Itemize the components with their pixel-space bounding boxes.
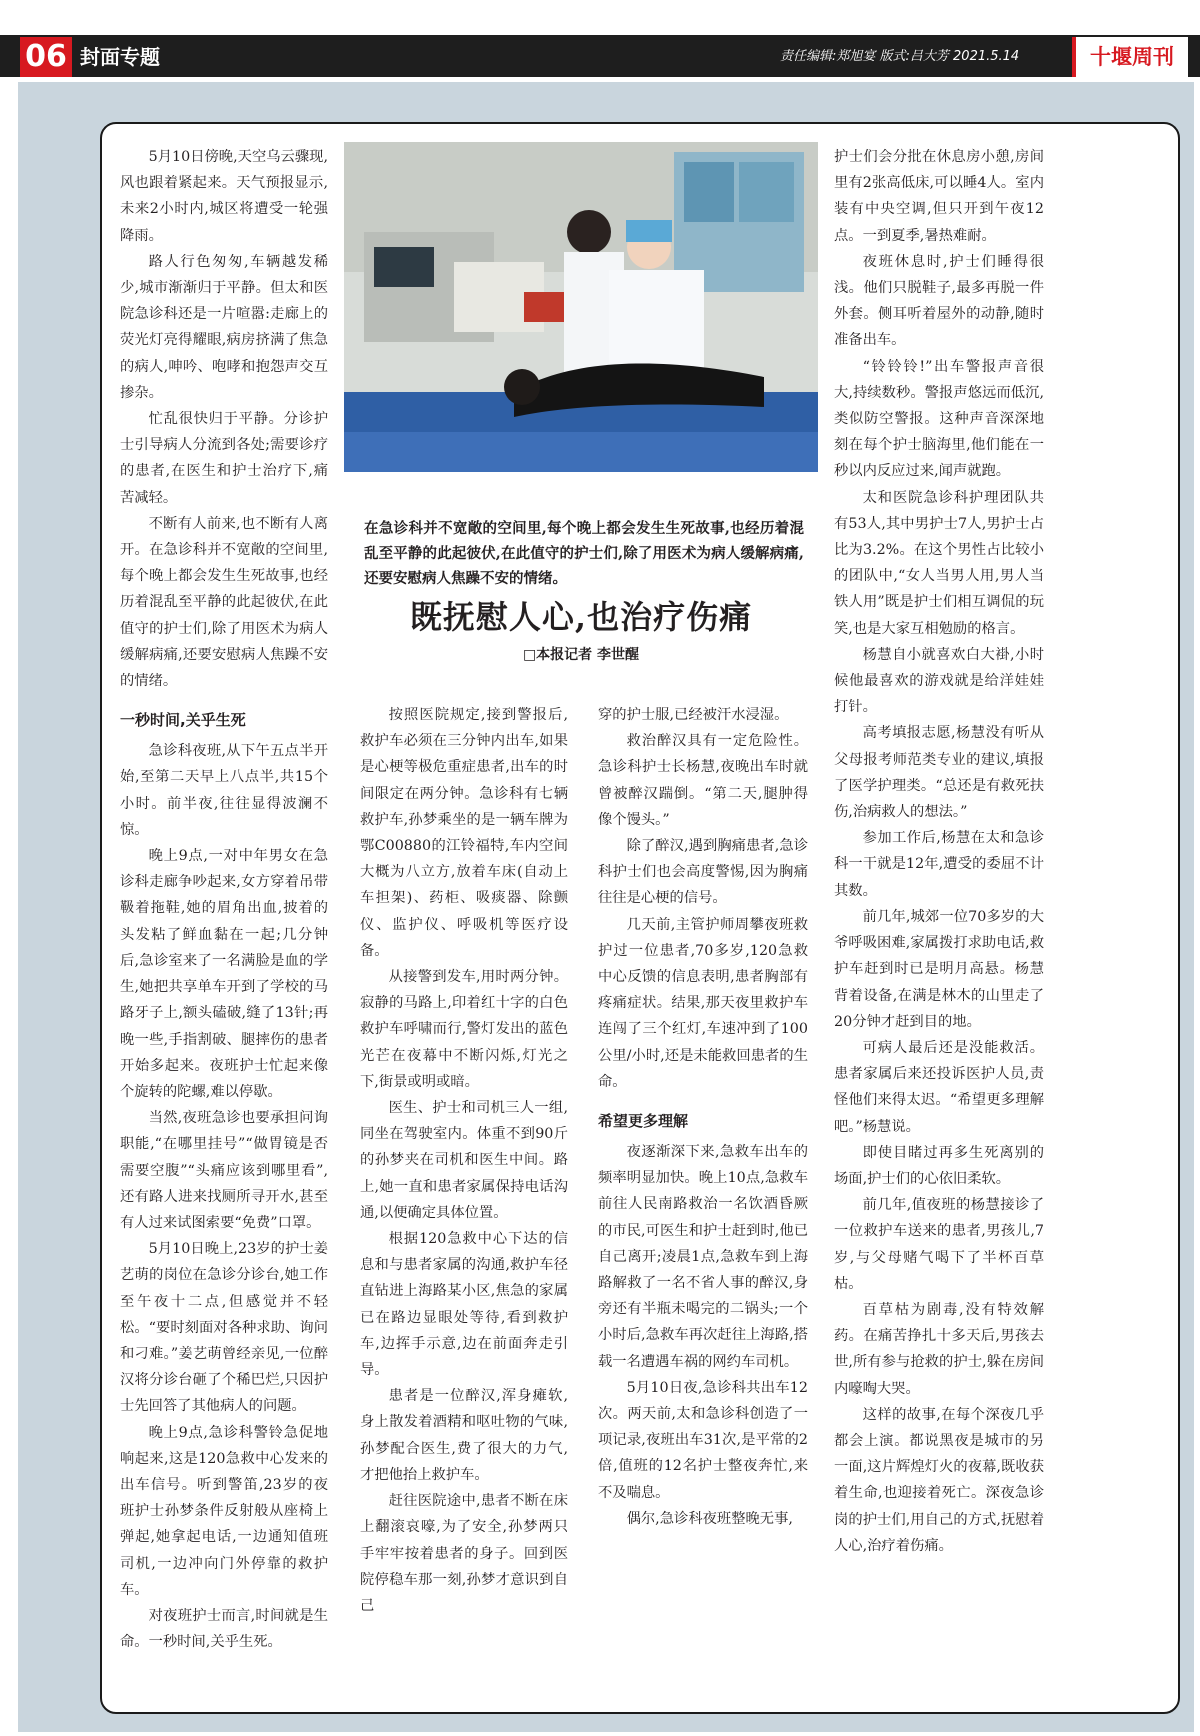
paragraph: 晚上9点,急诊科警铃急促地响起来,这是120急救中心发来的出车信号。听到警笛,23岁的夜班护士孙梦条件反射般从座椅上弹起,她拿起电话,一边通知值班司机,一边冲向门外停靠的救护车。 [120,1424,328,1598]
paragraph: 穿的护士服,已经被汗水浸湿。 [598,707,789,723]
paragraph: 5月10日傍晚,天空乌云骤现,风也跟着紧起来。天气预报显示,未来2小时内,城区将遭受一轮强降雨。 [120,149,328,244]
paragraph: 不断有人前来,也不断有人离开。在急诊科并不宽敞的空间里,每个晚上都会发生生死故事,也经历着混乱至平静的此起彼伏,在此值守的护士们,除了用医术为病人缓解病痛,还要安慰病人焦躁不安的情绪。 [120,515,328,690]
article-column-2 [360,702,568,1619]
section-heading: 希望更多理解 [598,1112,689,1131]
paragraph: 百草枯为剧毒,没有特效解药。在痛苦挣扎十多天后,男孩去世,所有参与抢救的护士,躲在房间内嚎啕大哭。 [834,1301,1044,1397]
editor-credits: 责任编辑:郑旭宴 版式:吕大芳 2021.5.14 [780,49,1020,64]
paragraph: “铃铃铃!”出车警报声音很大,持续数秒。警报声悠远而低沉,类似防空警报。这种声音深深地刻在每个护士脑海里,他们能在一秒以内反应过来,闻声就跑。 [834,358,1044,480]
section-label: 封面专题 [80,45,160,69]
paragraph: 杨慧自小就喜欢白大褂,小时候他最喜欢的游戏就是给洋娃娃打针。 [834,646,1044,716]
article-byline: □本报记者 李世醒 [522,647,640,663]
paragraph: 根据120急救中心下达的信息和与患者家属的沟通,救护车径直钻进上海路某小区,焦急的家属已在路边显眼处等待,看到救护车,边挥手示意,边在前面奔走引导。 [360,1231,568,1379]
paragraph: 对夜班护士而言,时间就是生命。一秒时间,关乎生死。 [120,1607,328,1651]
paragraph: 几天前,主管护师周攀夜班救护过一位患者,70多岁,120急救中心反馈的信息表明,患者胸部有疼痛症状。结果,那天夜里救护车连闯了三个红灯,车速冲到了100公里/小时,还是未能救回患者的生命。 [598,916,808,1090]
paragraph: 急诊科夜班,从下午五点半开始,至第二天早上八点半,共15个小时。前半夜,往往显得波澜不惊。 [120,743,328,838]
paragraph: 路人行色匆匆,车辆越发稀少,城市渐渐归于平静。但太和医院急诊科还是一片喧嚣:走廊上的荧光灯亮得耀眼,病房挤满了焦急的病人,呻吟、咆哮和抱怨声交互掺杂。 [120,253,328,401]
paragraph: 除了醉汉,遇到胸痛患者,急诊科护士们也会高度警惕,因为胸痛往往是心梗的信号。 [598,838,808,907]
paragraph: 赶往医院途中,患者不断在床上翻滚哀嚎,为了安全,孙梦两只手牢牢按着患者的身子。回到医院停稳车那一刻,孙梦才意识到自己 [360,1493,568,1614]
paragraph: 太和医院急诊科护理团队共有53人,其中男护士7人,男护士占比为3.2%。在这个男性占比较小的团队中,“女人当男人用,男人当铁人用”既是护士们相互调侃的玩笑,也是大家互相勉励的格言。 [834,489,1044,637]
paragraph: 护士们会分批在休息房小憩,房间里有2张高低床,可以睡4人。室内装有中央空调,但只开到午夜12点。一到夏季,暑热难耐。 [834,149,1044,244]
paragraph: 高考填报志愿,杨慧没有听从父母报考师范类专业的建议,填报了医学护理类。“总还是有救死扶伤,治病救人的想法。” [834,725,1044,821]
paragraph: 5月10日晚上,23岁的护士姜艺萌的岗位在急诊分诊台,她工作至午夜十二点,但感觉并不轻松。“要时刻面对各种求助、询问和刁难。”姜艺萌曾经亲见,一位醉汉将分诊台砸了个稀巴烂,只因护士先回答了其他病人的问题。 [120,1241,328,1415]
hospital-photo [344,142,818,472]
paragraph: 夜班休息时,护士们睡得很浅。他们只脱鞋子,最多再脱一件外套。侧耳听着屋外的动静,随时准备出车。 [834,253,1044,349]
header-bar [0,35,1200,77]
article-lead: 在急诊科并不宽敞的空间里,每个晚上都会发生生死故事,也经历着混乱至平静的此起彼伏,在此值守的护士们,除了用医术为病人缓解病痛,还要安慰病人焦躁不安的情绪。 [364,520,804,587]
paragraph: 从接警到发车,用时两分钟。寂静的马路上,印着红十字的白色救护车呼啸而行,警灯发出的蓝色光芒在夜幕中不断闪烁,灯光之下,街景或明或暗。 [360,969,568,1090]
publication-brand: 十堰周刊 [1072,37,1188,77]
section-heading: 一秒时间,关乎生死 [120,711,246,730]
paragraph: 患者是一位醉汉,浑身瘫软,身上散发着酒精和呕吐物的气味,孙梦配合医生,费了很大的力气,才把他抬上救护车。 [360,1388,568,1483]
paragraph: 参加工作后,杨慧在太和急诊科一干就是12年,遭受的委屈不计其数。 [834,830,1044,899]
article-frame [100,122,1180,1714]
article-column-3 [598,702,808,1532]
paragraph: 5月10日夜,急诊科共出车12次。两天前,太和急诊科创造了一项记录,夜班出车31次,是平常的2倍,值班的12名护士整夜奔忙,来不及喘息。 [598,1379,808,1501]
article-title: 既抚慰人心,也治疗伤痛 [409,598,753,636]
paragraph: 前几年,值夜班的杨慧接诊了一位救护车送来的患者,男孩儿,7岁,与父母赌气喝下了半杯百草枯。 [834,1197,1044,1292]
paragraph: 忙乱很快归于平静。分诊护士引导病人分流到各处;需要诊疗的患者,在医生和护士治疗下,痛苦减轻。 [120,411,328,506]
paragraph: 偶尔,急诊科夜班整晚无事, [626,1510,793,1527]
paragraph: 前几年,城郊一位70多岁的大爷呼吸困难,家属拨打求助电话,救护车赶到时已是明月高悬。杨慧背着设备,在满是林木的山里走了20分钟才赶到目的地。 [834,908,1044,1030]
photo-illustration [344,142,818,472]
paragraph: 救治醉汉具有一定危险性。急诊科护士长杨慧,夜晚出车时就曾被醉汉踹倒。“第二天,腿肿得像个馒头。” [598,733,808,828]
paragraph: 可病人最后还是没能救活。患者家属后来还投诉医护人员,责怪他们来得太迟。“希望更多理解吧。”杨慧说。 [834,1039,1044,1135]
paragraph: 医生、护士和司机三人一组,同坐在驾驶室内。体重不到90斤的孙梦夹在司机和医生中间。路上,她一直和患者家属保持电话沟通,以便确定具体位置。 [360,1100,568,1221]
article-column-1 [120,144,328,1655]
paragraph: 按照医院规定,接到警报后,救护车必须在三分钟内出车,如果是心梗等极危重症患者,出车的时间限定在两分钟。急诊科有七辆救护车,孙梦乘坐的是一辆车牌为鄂C00880的江铃福特,车内空间大概为八立方,放着车床(自动上车担架)、药柜、吸痰器、除颤仪、监护仪、呼吸机等医疗设备。 [360,707,568,959]
paragraph: 当然,夜班急诊也要承担问询职能,“在哪里挂号”“做胃镜是否需要空腹”“头痛应该到哪里看”,还有路人进来找厕所寻开水,甚至有人过来试图索要“免费”口罩。 [120,1110,328,1231]
paragraph: 即使目睹过再多生死离别的场面,护士们的心依旧柔软。 [834,1144,1044,1187]
paragraph: 夜逐渐深下来,急救车出车的频率明显加快。晚上10点,急救车前往人民南路救治一名饮酒昏厥的市民,可医生和护士赶到时,他已自己离开;凌晨1点,急救车到上海路解救了一名不省人事的醉汉,身旁还有半瓶未喝完的二锅头;一个小时后,急救车再次赶往上海路,搭载一名遭遇车祸的网约车司机。 [598,1144,808,1370]
paragraph: 晚上9点,一对中年男女在急诊科走廊争吵起来,女方穿着吊带靸着拖鞋,她的眉角出血,披着的头发粘了鲜血黏在一起;几分钟后,急诊室来了一名满脸是血的学生,她把共享单车开到了学校的马路牙子上,额头磕破,缝了13针;再晚一些,手指割破、腿摔伤的患者开始多起来。夜班护士忙起来像个旋转的陀螺,难以停歇。 [120,848,328,1100]
page-number: 06 [20,37,72,77]
paragraph: 这样的故事,在每个深夜几乎都会上演。都说黑夜是城市的另一面,这片辉煌灯火的夜幕,既收获着生命,也迎接着死亡。深夜急诊岗的护士们,用自己的方式,抚慰着人心,治疗着伤痛。 [834,1406,1044,1554]
article-column-5 [834,144,1044,1559]
